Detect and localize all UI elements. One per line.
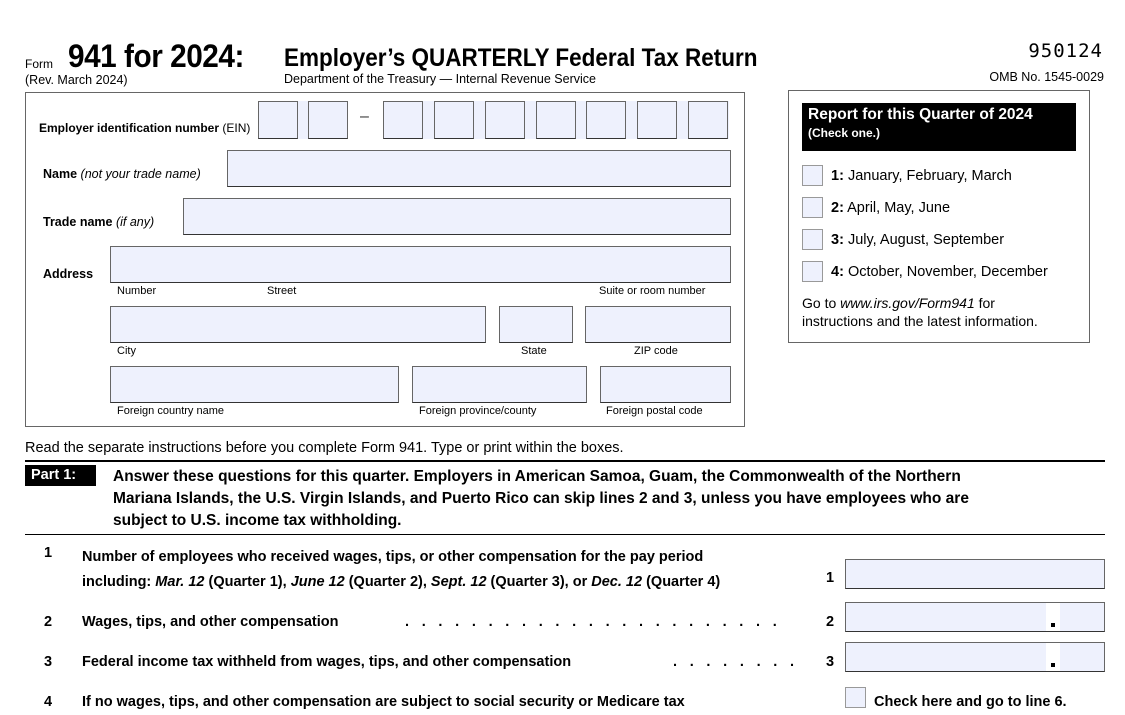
foreign-country-caption: Foreign country name (117, 405, 224, 417)
form-revision: (Rev. March 2024) (25, 73, 128, 87)
quarter-1-number: 1: (831, 168, 844, 184)
line-3-withholding-dollars-field[interactable] (845, 642, 1046, 672)
goto-prefix: Go to (802, 295, 841, 311)
state-caption: State (521, 345, 547, 357)
line-3-box-label: 3 (826, 654, 835, 670)
quarter-1-checkbox[interactable] (802, 165, 823, 186)
quarter-2-months: April, May, June (847, 200, 951, 216)
ein-digit-4[interactable] (434, 101, 474, 139)
zip-code-field[interactable] (585, 306, 731, 343)
quarter-3-label (831, 232, 1004, 248)
quarter-4-months: October, November, December (847, 264, 1048, 280)
line-3-number: 3 (44, 654, 53, 670)
suite-caption: Suite or room number (599, 285, 706, 297)
zip-code-caption: ZIP code (634, 345, 678, 357)
line-2-number: 2 (44, 614, 53, 630)
line-1-number: 1 (44, 545, 53, 561)
ein-dash: – (360, 108, 369, 125)
quarter-4-number: 4: (831, 264, 844, 280)
text: June 12 (290, 574, 345, 590)
text: (Quarter 2), (344, 574, 431, 590)
line-3-leader-dots: . . . . . . . . (673, 654, 795, 670)
street-address-field[interactable] (110, 246, 731, 283)
omb-number: OMB No. 1545-0029 (989, 70, 1104, 84)
ein-digit-3[interactable] (383, 101, 423, 139)
line-1-text-line2 (82, 570, 720, 595)
text: Dec. 12 (591, 574, 643, 590)
line-1-box-label: 1 (826, 570, 835, 586)
quarter-box-subtitle: (Check one.) (808, 126, 881, 140)
ein-digit-7[interactable] (586, 101, 626, 139)
city-field[interactable] (110, 306, 486, 343)
ein-label-suffix: (EIN) (222, 121, 251, 135)
text: (Quarter 1), (204, 574, 291, 590)
name-field[interactable] (227, 150, 731, 187)
form-number: 941 for 2024: (68, 38, 244, 74)
name-label (43, 167, 201, 181)
decimal-point (1051, 663, 1055, 667)
line-1-text (82, 545, 720, 595)
line-2-text: Wages, tips, and other compensation (82, 614, 339, 630)
decimal-point (1051, 623, 1055, 627)
form-code: 950124 (1028, 40, 1103, 62)
form-title: Employer’s QUARTERLY Federal Tax Return (284, 44, 758, 72)
quarter-box-title: Report for this Quarter of 2024 (808, 106, 1033, 123)
line-1-employees-field[interactable] (845, 559, 1105, 589)
number-caption: Number (117, 285, 157, 297)
foreign-postal-code-caption: Foreign postal code (606, 405, 703, 417)
quarter-3-checkbox[interactable] (802, 229, 823, 250)
name-label-bold: Name (43, 167, 78, 181)
part1-heading (113, 466, 969, 532)
line-4-check-label: Check here and go to line 6. (874, 694, 1067, 710)
part1-heading-line1: Answer these questions for this quarter. Employers in American Samoa, Guam, the Commonwealth of the Northern (113, 468, 961, 485)
text: including: (82, 574, 156, 590)
text: (Quarter 3), or (486, 574, 592, 590)
quarter-2-label (831, 200, 950, 216)
department-label: Department of the Treasury — Internal Revenue Service (284, 72, 596, 86)
ein-digit-6[interactable] (536, 101, 576, 139)
quarter-2-checkbox[interactable] (802, 197, 823, 218)
city-caption: City (117, 345, 136, 357)
name-label-italic: (not your trade name) (80, 167, 201, 181)
quarter-4-label (831, 264, 1048, 280)
quarter-4-checkbox[interactable] (802, 261, 823, 282)
foreign-province-caption: Foreign province/county (419, 405, 537, 417)
line-4-text: If no wages, tips, and other compensation are subject to social security or Medicare tax (82, 694, 685, 710)
line-2-leader-dots: . . . . . . . . . . . . . . . . . . . . . . . (405, 614, 777, 630)
line-3-withholding-cents-field[interactable] (1060, 642, 1105, 672)
text: Sept. 12 (430, 574, 487, 590)
quarter-3-months: July, August, September (847, 232, 1005, 248)
quarter-1-months: January, February, March (847, 168, 1012, 184)
line-4-no-wages-checkbox[interactable] (845, 687, 866, 708)
line-3-decimal-divider (1046, 642, 1060, 672)
quarter-box-header (802, 103, 1076, 151)
line-2-decimal-divider (1046, 602, 1060, 632)
divider-line (25, 534, 1105, 535)
trade-name-label-italic: (if any) (115, 215, 155, 229)
ein-digit-2[interactable] (308, 101, 348, 139)
quarter-3-number: 3: (831, 232, 844, 248)
street-caption: Street (267, 285, 297, 297)
goto-line2: instructions and the latest information. (802, 313, 1038, 329)
part1-badge: Part 1: (25, 465, 96, 486)
ein-digit-8[interactable] (637, 101, 677, 139)
text: (Quarter 4) (642, 574, 721, 590)
form-word: Form (25, 57, 53, 71)
irs-form941-link[interactable]: www.irs.gov/Form941 (840, 295, 975, 311)
ein-digit-5[interactable] (485, 101, 525, 139)
ein-label (39, 121, 250, 135)
foreign-province-field[interactable] (412, 366, 587, 403)
state-field[interactable] (499, 306, 573, 343)
line-1-text-line1: Number of employees who received wages, tips, or other compensation for the pay period (82, 549, 704, 565)
part1-heading-line2: Mariana Islands, the U.S. Virgin Islands, and Puerto Rico can skip lines 2 and 3, unless you have employees who are (113, 490, 969, 507)
trade-name-label (43, 215, 154, 229)
line-4-number: 4 (44, 694, 53, 710)
irs-instructions-note (802, 294, 1038, 330)
line-2-box-label: 2 (826, 614, 835, 630)
trade-name-field[interactable] (183, 198, 731, 235)
line-3-text: Federal income tax withheld from wages, tips, and other compensation (82, 654, 572, 670)
line-2-wages-dollars-field[interactable] (845, 602, 1046, 632)
instructions-note: Read the separate instructions before you complete Form 941. Type or print within the boxes. (25, 440, 624, 456)
quarter-1-label (831, 168, 1012, 184)
quarter-2-number: 2: (831, 200, 844, 216)
part1-heading-line3: subject to U.S. income tax withholding. (113, 512, 402, 529)
goto-suffix: for (974, 295, 995, 311)
ein-digit-9[interactable] (688, 101, 728, 139)
ein-digit-1[interactable] (258, 101, 298, 139)
text: Mar. 12 (155, 574, 205, 590)
trade-name-label-bold: Trade name (43, 215, 113, 229)
foreign-country-field[interactable] (110, 366, 399, 403)
address-label: Address (43, 267, 94, 281)
divider-line (25, 460, 1105, 462)
line-2-wages-cents-field[interactable] (1060, 602, 1105, 632)
ein-label-bold: Employer identification number (39, 121, 220, 135)
foreign-postal-code-field[interactable] (600, 366, 731, 403)
